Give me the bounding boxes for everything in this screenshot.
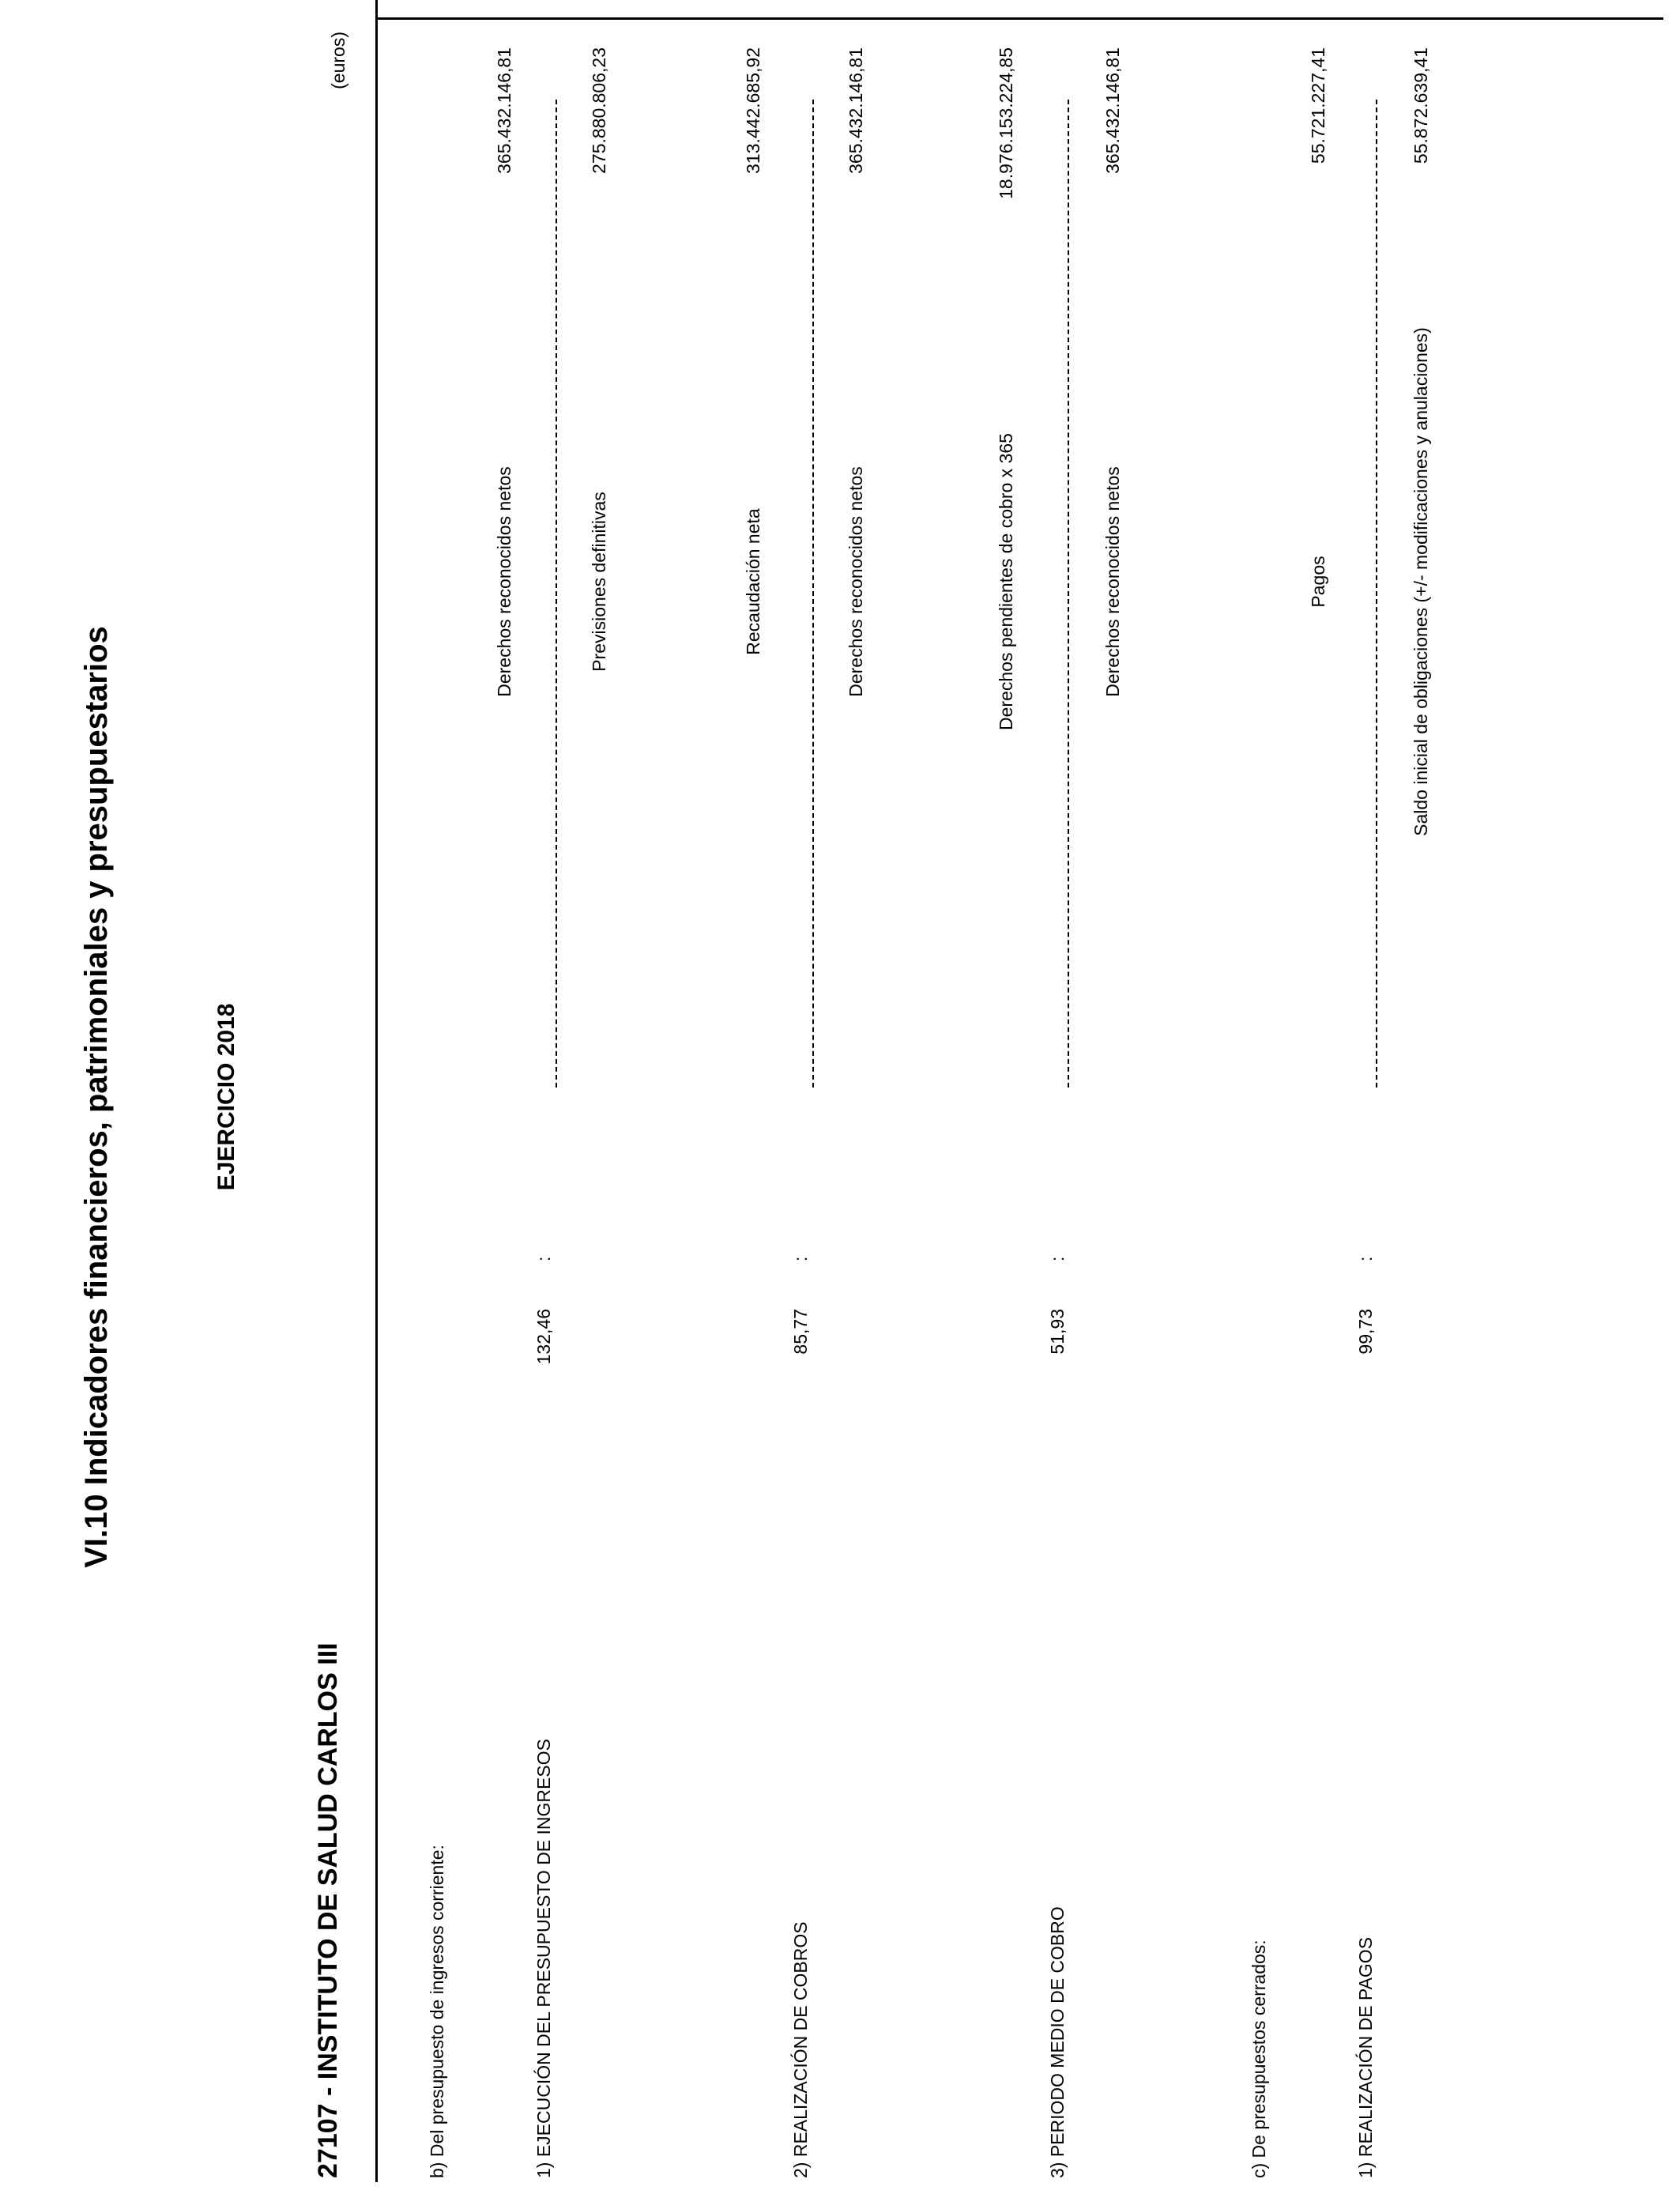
indicator-colon: : [1047,1256,1068,1261]
indicator-label: 1) REALIZACIÓN DE PAGOS [1355,1936,1376,2178]
header-rule [375,0,378,2182]
indicator-value: 85,77 [790,1309,811,1355]
fraction-line [556,100,557,1088]
denominator-label: Previsiones definitivas [589,492,609,672]
numerator-label: Derechos pendientes de cobro x 365 [996,433,1016,730]
section-b-heading: b) Del presupuesto de ingresos corriente: [427,1845,447,2178]
indicator-value: 51,93 [1047,1309,1068,1355]
numerator-label: Recaudación neta [743,508,763,655]
numerator-value: 55.721.227,41 [1308,47,1328,164]
indicator-colon: : [1355,1256,1376,1261]
indicator-value: 99,73 [1355,1309,1376,1355]
denominator-label: Saldo inicial de obligaciones (+/- modificaciones y anulaciones) [1411,327,1431,836]
report-title: VI.10 Indicadores financieros, patrimoniales y presupuestarios [79,626,114,1568]
indicator-colon: : [533,1256,554,1261]
numerator-value: 313.442.685,92 [743,47,763,174]
units-label: (euros) [328,32,348,89]
denominator-label: Derechos reconocidos netos [846,466,866,697]
indicator-value: 132,46 [533,1309,554,1365]
right-rule [375,17,1663,20]
fraction-line [1068,100,1069,1088]
fraction-line [812,100,814,1088]
exercise-year: EJERCICIO 2018 [213,1003,239,1191]
numerator-value: 365.432.146,81 [494,47,514,174]
indicator-colon: : [790,1256,811,1261]
indicator-label: 1) EJECUCIÓN DEL PRESUPUESTO DE INGRESOS [533,1739,554,2178]
fraction-line [1376,100,1377,1088]
numerator-value: 18.976.153.224,85 [996,47,1016,199]
denominator-value: 365.432.146,81 [1102,47,1123,174]
entity-name: 27107 - INSTITUTO DE SALUD CARLOS III [313,1642,343,2178]
denominator-value: 55.872.639,41 [1411,47,1431,164]
numerator-label: Pagos [1308,556,1328,608]
numerator-label: Derechos reconocidos netos [494,466,514,697]
denominator-value: 275.880.806,23 [589,47,609,174]
denominator-value: 365.432.146,81 [846,47,866,174]
section-c-heading: c) De presupuestos cerrados: [1249,1940,1269,2178]
indicator-label: 3) PERIODO MEDIO DE COBRO [1047,1906,1068,2178]
denominator-label: Derechos reconocidos netos [1102,466,1123,697]
indicator-label: 2) REALIZACIÓN DE COBROS [790,1921,811,2178]
